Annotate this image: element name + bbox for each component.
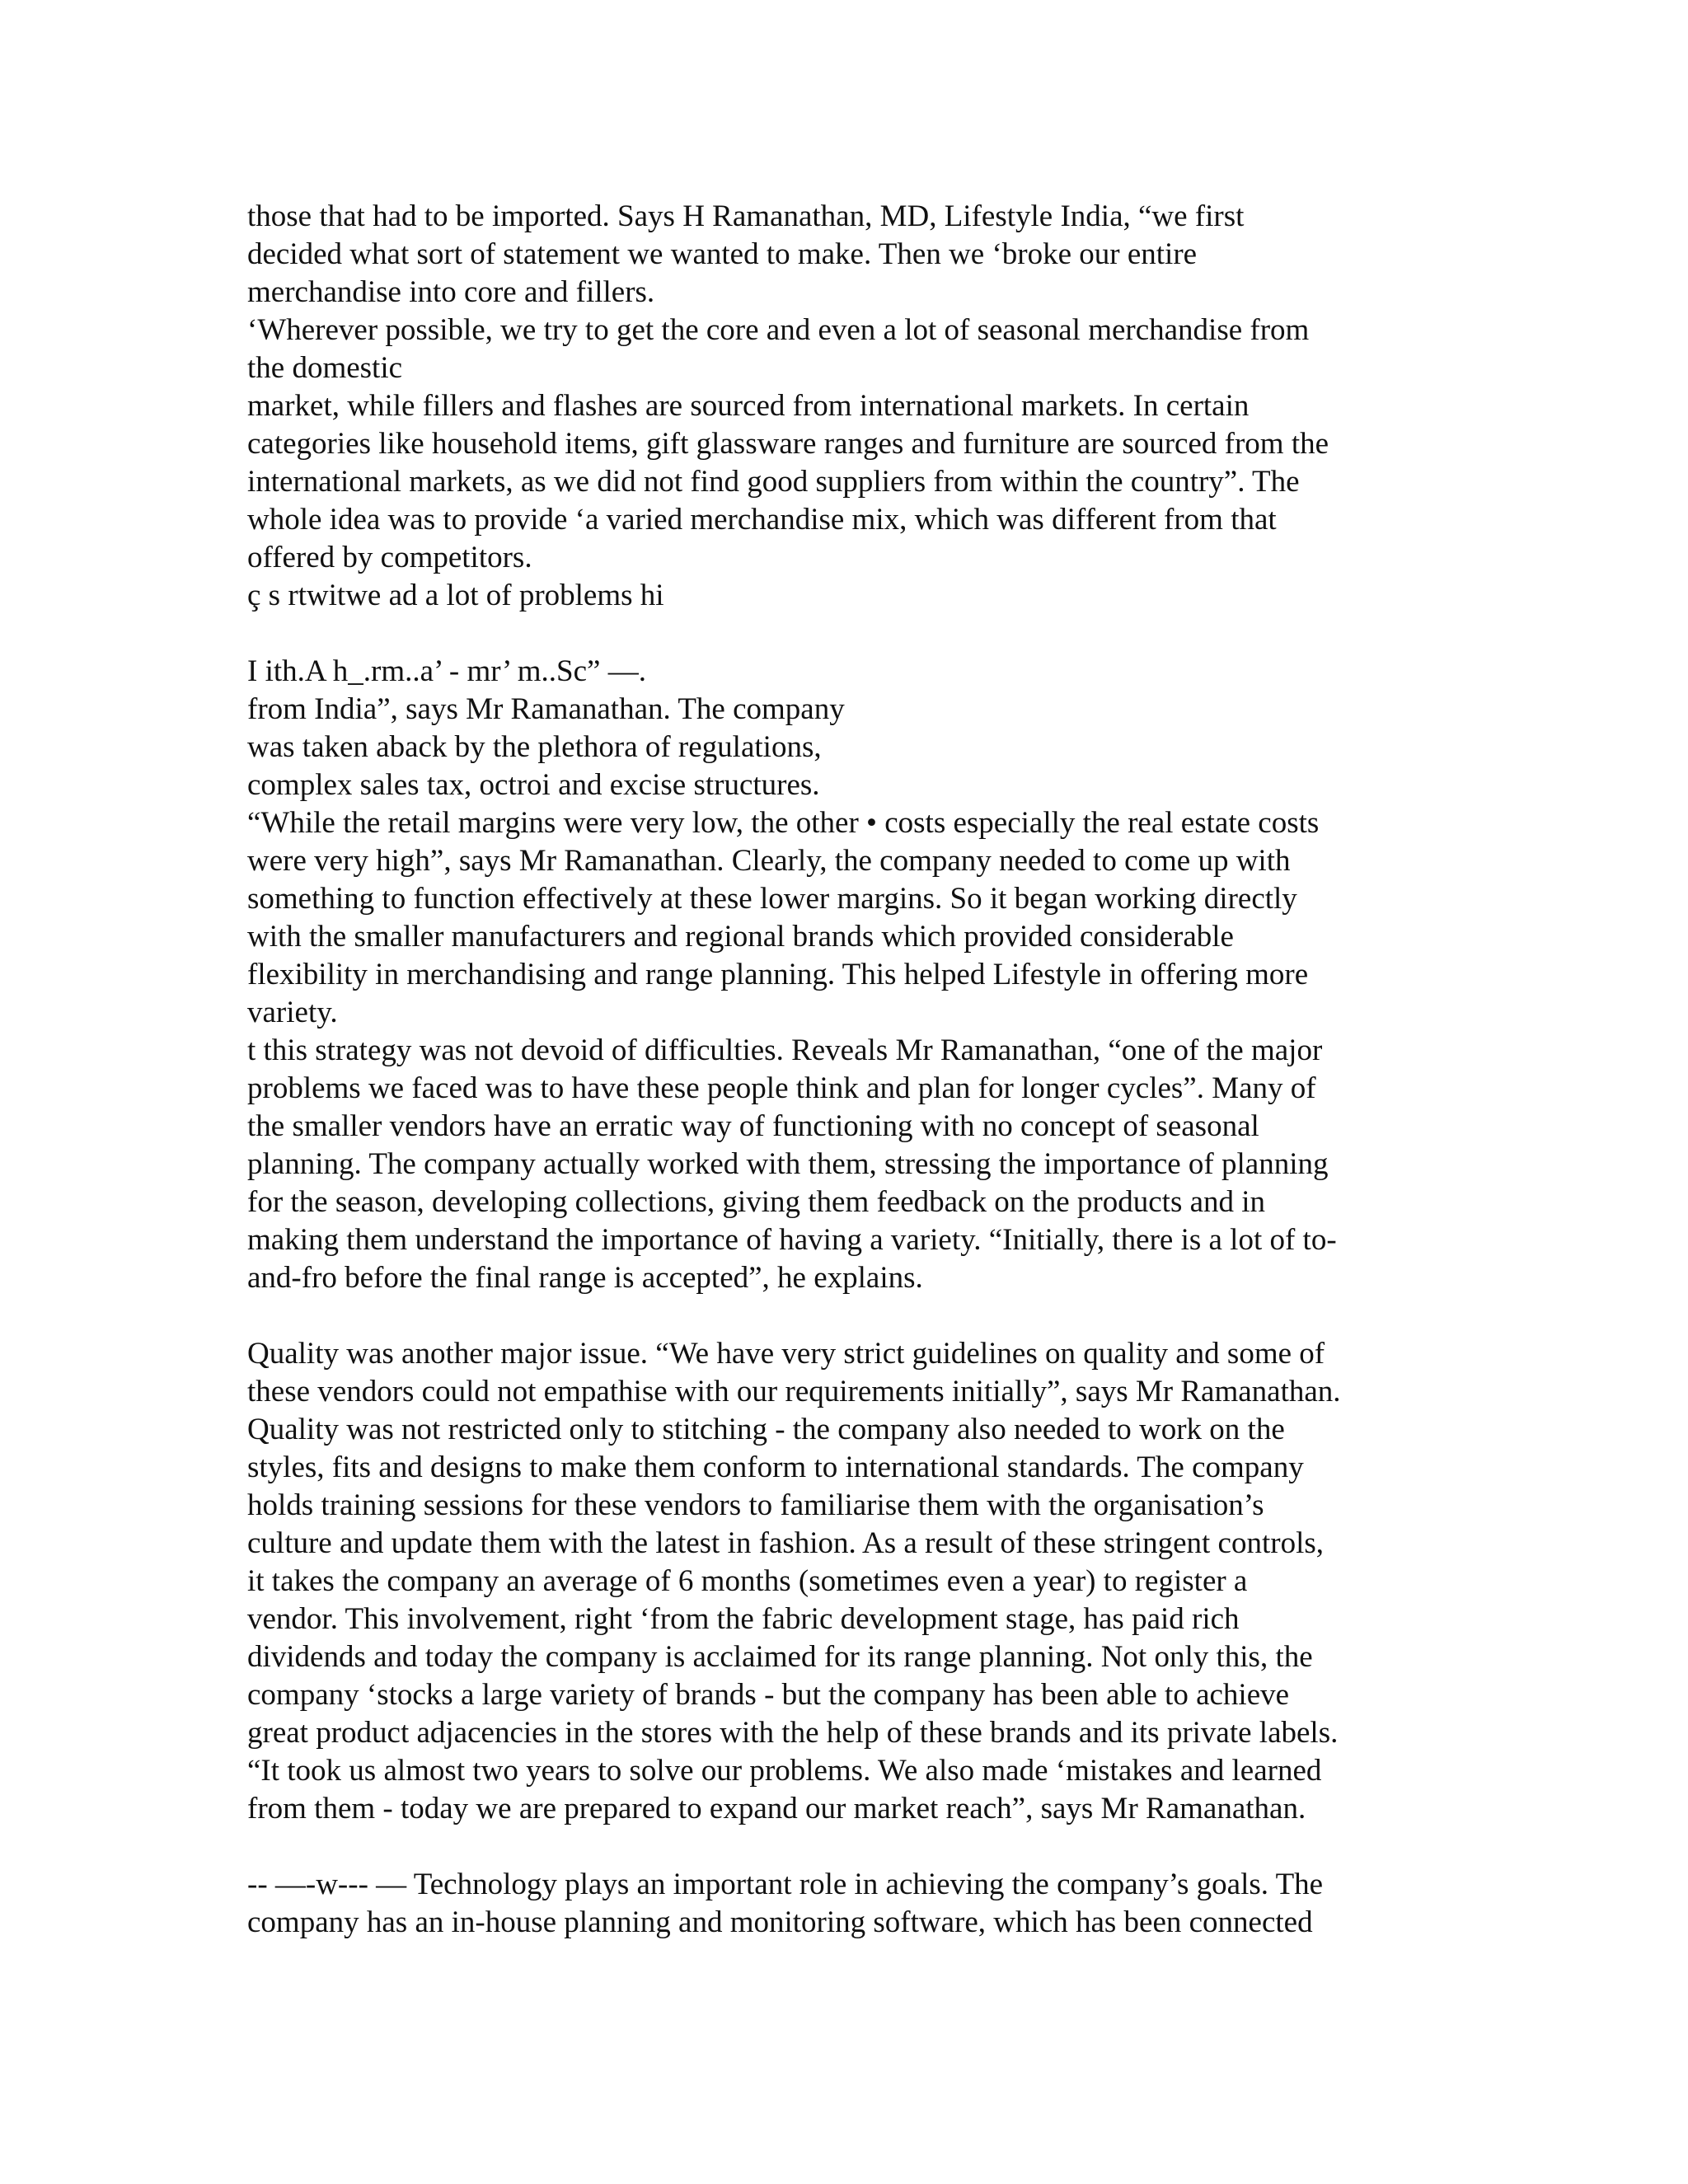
text-line: market, while fillers and flashes are sourced from international markets. In certain: [247, 389, 1250, 423]
text-line: categories like household items, gift glassware ranges and furniture are sourced from the: [247, 427, 1329, 461]
text-line: “While the retail margins were very low, the other • costs especially the real estate costs: [247, 806, 1320, 840]
text-line: making them understand the importance of having a variety. “Initially, there is a lot of to-: [247, 1223, 1337, 1257]
text-line: dividends and today the company is acclaimed for its range planning. Not only this, the: [247, 1640, 1313, 1674]
text-line: company has an in-house planning and monitoring software, which has been connected: [247, 1905, 1313, 1939]
text-line: these vendors could not empathise with our requirements initially”, says Mr Ramanathan.: [247, 1375, 1341, 1408]
text-line: for the season, developing collections, giving them feedback on the products and in: [247, 1185, 1266, 1219]
text-line: planning. The company actually worked with them, stressing the importance of planning: [247, 1147, 1329, 1181]
text-line: company ‘stocks a large variety of brands - but the company has been able to achieve: [247, 1678, 1290, 1712]
blank-line: [247, 615, 1451, 653]
text-line: Quality was not restricted only to stitching - the company also needed to work on the: [247, 1413, 1285, 1446]
blank-line: [247, 1297, 1451, 1335]
text-line: I ith.A h_.rm..a’ - mr’ m..Sc” —.: [247, 654, 646, 688]
text-line: decided what sort of statement we wanted to make. Then we ‘broke our entire: [247, 237, 1198, 271]
text-line: culture and update them with the latest in fashion. As a result of these stringent controls,: [247, 1526, 1325, 1560]
text-line: great product adjacencies in the stores with the help of these brands and its private labels.: [247, 1716, 1339, 1750]
text-line: were very high”, says Mr Ramanathan. Clearly, the company needed to come up with: [247, 844, 1291, 878]
text-line: offered by competitors.: [247, 541, 532, 574]
blank-line: [247, 1828, 1451, 1866]
text-line: from them - today we are prepared to expand our market reach”, says Mr Ramanathan.: [247, 1792, 1306, 1825]
text-line: “It took us almost two years to solve our problems. We also made ‘mistakes and learned: [247, 1754, 1322, 1788]
text-line: merchandise into core and fillers.: [247, 275, 655, 309]
text-line: styles, fits and designs to make them conform to international standards. The company: [247, 1451, 1304, 1484]
text-line: whole idea was to provide ‘a varied merchandise mix, which was different from that: [247, 503, 1277, 537]
text-line: holds training sessions for these vendors to familiarise them with the organisation’s: [247, 1488, 1264, 1522]
text-line: those that had to be imported. Says H Ramanathan, MD, Lifestyle India, “we first: [247, 199, 1245, 233]
text-line: flexibility in merchandising and range planning. This helped Lifestyle in offering more: [247, 958, 1309, 991]
text-line: problems we faced was to have these people think and plan for longer cycles”. Many of: [247, 1071, 1316, 1105]
text-line: vendor. This involvement, right ‘from the fabric development stage, has paid rich: [247, 1602, 1240, 1636]
text-line: the domestic: [247, 351, 403, 385]
document-body-text: [247, 198, 1451, 1942]
text-line: t this strategy was not devoid of difficulties. Reveals Mr Ramanathan, “one of the major: [247, 1033, 1323, 1067]
text-line: ‘Wherever possible, we try to get the core and even a lot of seasonal merchandise from: [247, 313, 1310, 347]
text-line: international markets, as we did not find good suppliers from within the country”. The: [247, 465, 1300, 499]
text-line: and-fro before the final range is accepted”, he explains.: [247, 1261, 923, 1295]
text-line: variety.: [247, 996, 338, 1029]
text-line: the smaller vendors have an erratic way of functioning with no concept of seasonal: [247, 1109, 1259, 1143]
text-line: it takes the company an average of 6 months (sometimes even a year) to register a: [247, 1564, 1248, 1598]
text-line: ç s rtwitwe ad a lot of problems hi: [247, 579, 664, 612]
text-line: something to function effectively at these lower margins. So it began working directly: [247, 882, 1297, 916]
text-line: with the smaller manufacturers and regional brands which provided considerable: [247, 920, 1234, 954]
text-line: from India”, says Mr Ramanathan. The company: [247, 692, 845, 726]
text-line: Quality was another major issue. “We have very strict guidelines on quality and some of: [247, 1337, 1325, 1371]
text-line: complex sales tax, octroi and excise structures.: [247, 768, 820, 802]
text-line: -- —-w--- — Technology plays an important role in achieving the company’s goals. The: [247, 1868, 1324, 1901]
text-line: was taken aback by the plethora of regulations,: [247, 730, 822, 764]
